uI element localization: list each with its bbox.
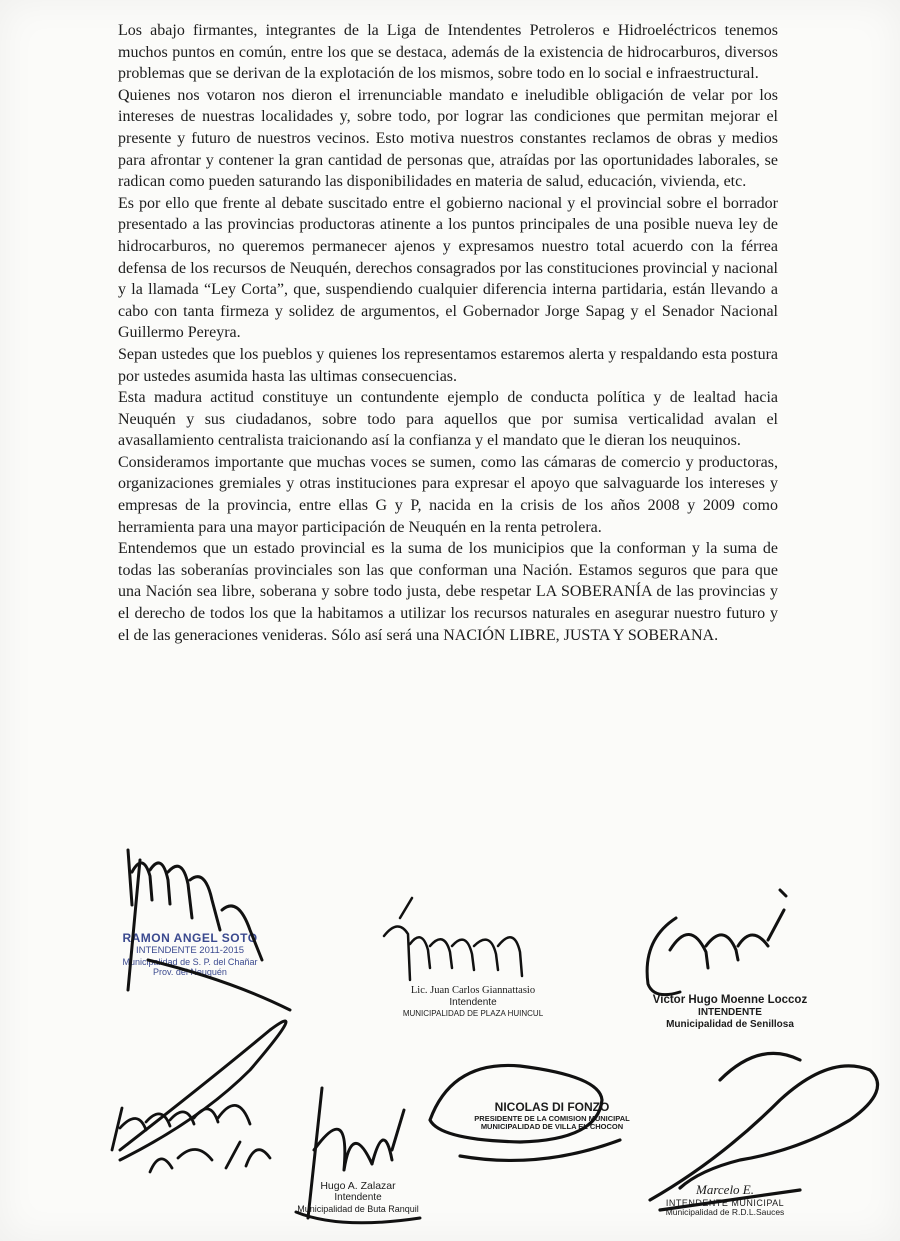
signatory-name: Hugo A. Zalazar xyxy=(320,1180,396,1192)
signatory-municipality: MUNICIPALIDAD DE VILLA EL CHOCON xyxy=(480,1122,624,1132)
letter-body xyxy=(118,20,778,646)
paragraph-6: Consideramos importante que muchas voces se sumen, como las cámaras de comercio y productoras, organizaciones gremiales y otras instituciones para expresar el apoyo que salvaguarde los intereses y empresas de la provincia, entre ellas G y P, nacida en la crisis de los años 2008 y 2009 como herramienta para una mayor participación de Neuquén en la renta petrolera. xyxy=(118,453,778,536)
signatory-name: Lic. Juan Carlos Giannattasio xyxy=(410,985,536,996)
signatory-name: Marcelo E. xyxy=(696,1182,754,1197)
stamp-zalazar xyxy=(278,1180,438,1214)
signatory-municipality: Municipalidad de Senillosa xyxy=(666,1018,794,1030)
signature-lower-left xyxy=(112,1105,270,1172)
paragraph-3: Es por ello que frente al debate suscitado entre el gobierno nacional y el provincial sobre el borrador presentado a las provincias productoras atinente a los puntos principales de una posible nueva ley de hidrocarburos, no queremos permanecer ajenos y expresamos nuestro total acuerdo con la férrea defensa de los recursos de Neuquén, derechos consagrados por las constituciones provincial y nacional y la llamada “Ley Corta”, que, suspendiendo cualquier diferencia interna partidaria, están llevando a cabo con tanta firmeza y solidez de argumentos, el Gobernador Jorge Sapag y el Senador Nacional Guillermo Pereyra. xyxy=(118,194,778,342)
paragraph-1: Los abajo firmantes, integrantes de la Liga de Intendentes Petroleros e Hidroeléctricos tenemos muchos puntos en común, entre los que se destaca, además de la existencia de hidrocarburos, diversos problemas que se derivan de la explotación de los mismos, sobre todo en lo social e infraestructural. xyxy=(118,22,778,83)
signatory-name: RAMON ANGEL SOTO xyxy=(122,931,258,945)
paragraph-5: Esta madura actitud constituye un contundente ejemplo de conducta política y de lealtad hacia Neuquén y sus ciudadanos, sobre todo para aquellos que por sumisa verticalidad avalan el avasallamiento centralista traicionando así la confianza y el mandato que le dieran los neuquinos. xyxy=(118,389,778,450)
signatory-province: Prov. del Neuquén xyxy=(153,967,227,978)
paragraph-7: Entendemos que un estado provincial es la suma de los municipios que la conforman y la suma de todas las soberanías provinciales son las que conforman una Nación. Estamos seguros que para que una Nación sea libre, soberana y sobre todo justa, debe respetar LA SOBERANÍA de las provincias y el derecho de todos los que la habitamos a utilizar los recursos naturales en asegurar nuestro futuro y el de las generaciones venideras. Sólo así será una NACIÓN LIBRE, JUSTA Y SOBERANA. xyxy=(118,540,778,644)
signatory-title: PRESIDENTE DE LA COMISION MUNICIPAL xyxy=(474,1113,630,1123)
stamp-soto xyxy=(95,932,285,977)
paragraph-2: Quienes nos votaron nos dieron el irrenunciable mandato e ineludible obligación de velar por los intereses de nuestras localidades y, sobre todo, por lograr las condiciones que permitan mejorar el presente y futuro de nuestros vecinos. Esto motiva nuestros constantes reclamos de obras y medios para afrontar y contener la gran cantidad de personas que, atraídas por las oportunidades laborales, se radican como pueden saturando las disponibilidades en materia de salud, educación, vivienda, etc. xyxy=(118,86,778,191)
signature-large-loop xyxy=(120,960,290,1160)
signatory-title: Intendente xyxy=(334,1192,382,1204)
stamp-moenne-loccoz xyxy=(640,994,820,1030)
stamp-giannattasio xyxy=(378,985,568,1018)
signatory-name: NICOLAS DI FONZO xyxy=(494,1100,610,1114)
signature-giannattasio xyxy=(384,898,522,980)
signatory-municipality: Municipalidad de S. P. del Chañar xyxy=(122,956,258,967)
signatory-title: INTENDENTE xyxy=(698,1007,762,1019)
signatory-title: Intendente xyxy=(449,997,497,1009)
stamp-di-fonzo xyxy=(462,1101,642,1132)
signature-moenne-loccoz xyxy=(647,890,786,995)
signatory-title: INTENDENTE MUNICIPAL xyxy=(665,1197,785,1208)
stamp-marcelo xyxy=(640,1183,810,1218)
signatory-municipality: MUNICIPALIDAD DE PLAZA HUINCUL xyxy=(402,1008,544,1018)
signatory-municipality: Municipalidad de R.D.L.Sauces xyxy=(665,1207,785,1218)
signatory-municipality: Municipalidad de Buta Ranquil xyxy=(297,1203,419,1214)
signatory-title: INTENDENTE 2011-2015 xyxy=(135,944,245,956)
paragraph-4: Sepan ustedes que los pueblos y quienes los representamos estaremos alerta y respaldando esta postura por ustedes asumida hasta las ultimas consecuencias. xyxy=(118,345,778,385)
signatory-name: Victor Hugo Moenne Loccoz xyxy=(652,994,808,1006)
